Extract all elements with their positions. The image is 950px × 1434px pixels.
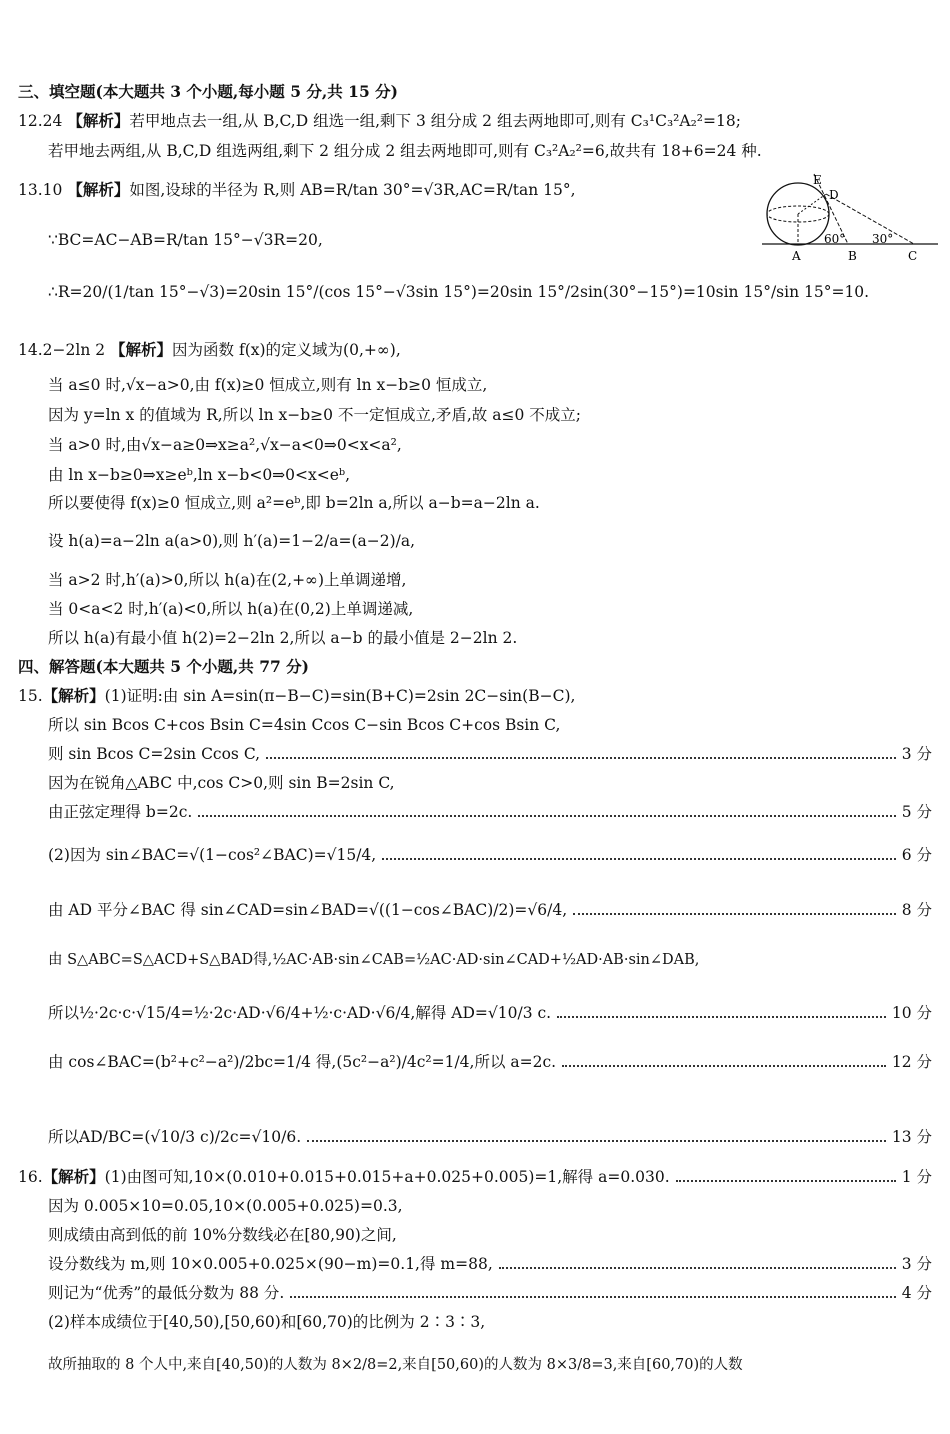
label-30-degrees: 30° [872,232,894,246]
q14-line-7: 设 h(a)=a−2ln a(a>0),则 h′(a)=1−2/a=(a−2)/a, [48,532,416,550]
q12-analysis-tag: 【解析】 [67,111,130,130]
q14-line-2: 当 a≤0 时,√x−a>0,由 f(x)≥0 恒成立,则有 ln x−b≥0 恒成立, [48,376,488,394]
q15-line-9 [48,1003,932,1023]
score-5: 5 分 [901,803,932,821]
q14-answer: 14.2−2ln 2 [18,341,111,359]
q16-number: 16. [18,1168,43,1186]
q15-analysis-tag: 【解析】 [42,686,105,705]
q14-line-8: 当 a>2 时,h′(a)>0,所以 h(a)在(2,+∞)上单调递增, [48,571,407,589]
q12-answer: 12.24 [18,112,68,130]
q14-line-5: 由 ln x−b≥0⇒x≥eᵇ,ln x−b<0⇒0<x<eᵇ, [48,466,351,484]
dot-leader [198,814,895,817]
q16-line-5 [48,1283,932,1303]
label-60-degrees: 60° [824,232,846,246]
q15-number: 15. [18,687,43,705]
dot-leader [557,1015,886,1018]
q15-line-5 [48,802,932,822]
score-3: 3 分 [901,745,932,763]
q16-line-6: (2)样本成绩位于[40,50),[50,60)和[60,70)的比例为 2∶3∶3, [48,1313,486,1331]
q15-line-7 [48,900,932,920]
dot-leader [307,1139,886,1142]
q13-answer: 13.10 [18,181,68,199]
label-a: A [792,249,801,263]
q15-text-10: 由 cos∠BAC=(b²+c²−a²)/2bc=1/4 得,(5c²−a²)/4c²=1/4,所以 a=2c. [48,1053,557,1071]
q16-line-2: 因为 0.005×10=0.05,10×(0.005+0.025)=0.3, [48,1197,403,1215]
q12-line-2: 若甲地去两组,从 B,C,D 组选两组,剩下 2 组分成 2 组去两地即可,则有 C₃²A₂²=6,故共有 18+6=24 种. [48,142,762,160]
q15-line-2: 所以 sin Bcos C+cos Bsin C=4sin Ccos C−sin Bcos C+cos Bsin C, [48,716,561,734]
q12-text-1: 若甲地点去一组,从 B,C,D 组选一组,剩下 3 组分成 2 组去两地即可,则有 C₃¹C₃²A₂²=18; [129,112,741,130]
score-10: 10 分 [891,1004,932,1022]
line-o-to-d [798,194,826,214]
q14-line-6: 所以要使得 f(x)≥0 恒成立,则 a²=eᵇ,即 b=2ln a,所以 a−b=a−2ln a. [48,494,540,512]
q15-line-8: 由 S△ABC=S△ACD+S△BAD得,½AC·AB·sin∠CAB=½AC·AD·sin∠CAD+½AD·AB·sin∠DAB, [48,952,700,968]
q16-text-4: 设分数线为 m,则 10×0.005+0.025×(90−m)=0.1,得 m=88, [48,1255,493,1273]
q15-line-6 [48,845,932,865]
q15-text-6: (2)因为 sin∠BAC=√(1−cos²∠BAC)=√15/4, [48,846,377,864]
score-6: 6 分 [901,846,932,864]
score-8: 8 分 [901,901,932,919]
q16-text-1 [18,1167,670,1187]
q14-line-1 [18,340,401,360]
q14-line-4: 当 a>0 时,由√x−a≥0⇒x≥a²,√x−a<0⇒0<x<a², [48,436,402,454]
q14-line-10: 所以 h(a)有最小值 h(2)=2−2ln 2,所以 a−b 的最小值是 2−2ln 2. [48,629,518,647]
q14-analysis-tag: 【解析】 [110,340,173,359]
label-b: B [848,249,857,263]
label-e: E [813,173,822,187]
q15-text-3: 则 sin Bcos C=2sin Ccos C, [48,745,261,763]
dot-leader [266,756,896,759]
q15-line-3 [48,744,932,764]
dot-leader [562,1064,886,1067]
label-c: C [908,249,918,263]
q15-line-11 [48,1127,932,1147]
dot-leader [382,857,895,860]
q15-text-7: 由 AD 平分∠BAC 得 sin∠CAD=sin∠BAD=√((1−cos∠BAC)/2)=√6/4, [48,901,568,919]
q15-line-4: 因为在锐角△ABC 中,cos C>0,则 sin B=2sin C, [48,774,395,792]
q16-line-4 [48,1254,932,1274]
dot-leader [676,1179,896,1182]
score-13: 13 分 [891,1128,932,1146]
q13-line-2: ∵BC=AC−AB=R/tan 15°−√3R=20, [48,231,323,249]
q13-analysis-tag: 【解析】 [67,180,130,199]
q12-line-1 [18,111,741,131]
label-d: D [829,188,839,202]
q16-line-7: 故所抽取的 8 个人中,来自[40,50)的人数为 8×2/8=2,来自[50,60)的人数为 8×3/8=3,来自[60,70)的人数 [48,1357,743,1373]
fill-in-section-title: 三、填空题(本大题共 3 个小题,每小题 5 分,共 15 分) [18,82,398,101]
dot-leader [499,1266,896,1269]
q16-line-3: 则成绩由高到低的前 10%分数线必在[80,90)之间, [48,1226,397,1244]
dot-leader [290,1295,895,1298]
q16-text-5: 则记为“优秀”的最低分数为 88 分. [48,1284,285,1302]
solve-section-title: 四、解答题(本大题共 5 个小题,共 77 分) [18,657,310,676]
q16-line-1 [18,1167,932,1187]
q16-analysis-tag: 【解析】 [42,1167,105,1186]
q14-text-1: 因为函数 f(x)的定义域为(0,+∞), [172,341,401,359]
q15-text-1: (1)证明:由 sin A=sin(π−B−C)=sin(B+C)=2sin 2C−sin(B−C), [104,687,576,705]
score-3: 3 分 [901,1255,932,1273]
dot-leader [573,912,896,915]
score-1: 1 分 [901,1168,932,1186]
q14-line-3: 因为 y=ln x 的值域为 R,所以 ln x−b≥0 不一定恒成立,矛盾,故 a≤0 不成立; [48,406,581,424]
q15-text-9: 所以½·2c·c·√15/4=½·2c·AD·√6/4+½·c·AD·√6/4,解得 AD=√10/3 c. [48,1004,552,1022]
sphere-geometry-figure [762,172,938,264]
q15-text-5: 由正弦定理得 b=2c. [48,803,193,821]
q14-line-9: 当 0<a<2 时,h′(a)<0,所以 h(a)在(0,2)上单调递减, [48,600,414,618]
score-12: 12 分 [891,1053,932,1071]
q15-line-1 [18,686,575,706]
q13-line-3: ∴R=20/(1/tan 15°−√3)=20sin 15°/(cos 15°−√3sin 15°)=20sin 15°/2sin(30°−15°)=10sin 15°/sin 15°=10. [48,283,870,301]
q15-line-10 [48,1052,932,1072]
q13-line-1 [18,180,576,200]
q16-text-1-body: (1)由图可知,10×(0.010+0.015+0.015+a+0.025+0.005)=1,解得 a=0.030. [104,1168,670,1186]
score-4: 4 分 [901,1284,932,1302]
q15-text-11: 所以AD/BC=(√10/3 c)/2c=√10/6. [48,1128,302,1146]
q13-text-1: 如图,设球的半径为 R,则 AB=R/tan 30°=√3R,AC=R/tan 15°, [129,181,576,199]
